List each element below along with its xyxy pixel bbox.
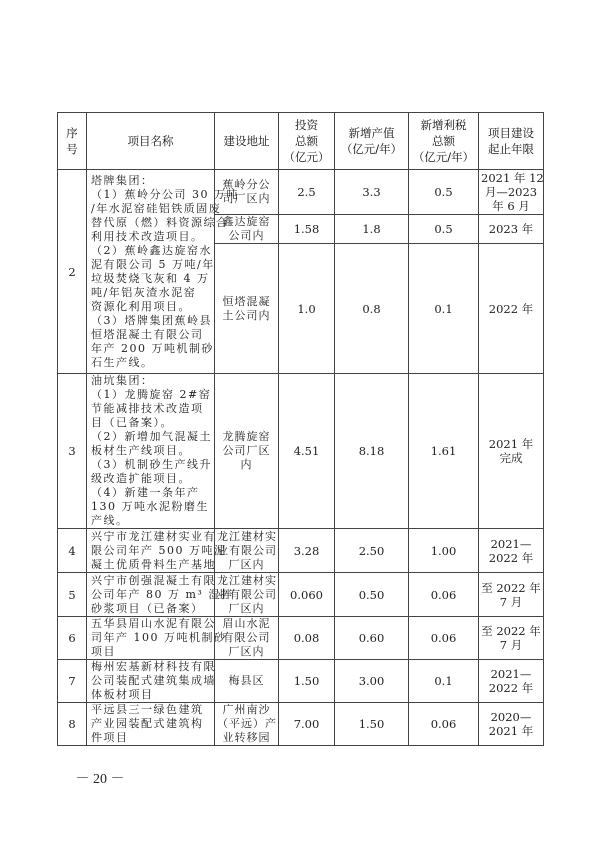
- text-line: （1）蕉岭分公司 30 万吨: [91, 187, 239, 201]
- text-line: 利用技术改造项目。: [91, 229, 204, 243]
- text-line: 起止年限: [488, 142, 534, 156]
- address: [215, 703, 279, 746]
- text-line: 2021 年: [488, 724, 534, 738]
- text-line: 件项目: [91, 731, 129, 744]
- text-line: 至 2022 年: [481, 580, 541, 595]
- period: [479, 529, 544, 573]
- text-line: 新增利税: [420, 118, 467, 132]
- text-line: /年水泥窑硅铝铁质固废: [91, 201, 222, 215]
- tax: 1.61: [409, 374, 479, 529]
- period: [479, 215, 544, 244]
- header-investment: [279, 113, 335, 170]
- tax: 1.00: [409, 529, 479, 573]
- investment: 7.00: [279, 703, 335, 746]
- text-line: 7 月: [499, 638, 523, 652]
- output-value: 1.50: [335, 703, 409, 746]
- investment: 1.0: [279, 244, 335, 374]
- text-line: 项目建设: [488, 126, 534, 140]
- output-value: 3.00: [335, 660, 409, 703]
- text-line: 鑫达旋窑: [222, 215, 271, 228]
- text-line: 产业园装配式建筑构: [91, 717, 204, 730]
- project-name: [87, 529, 227, 573]
- address: [215, 374, 279, 529]
- text-line: 2022 年: [488, 681, 534, 695]
- text-line: 总额: [295, 134, 318, 148]
- investment: 1.58: [279, 215, 335, 244]
- table-row: [58, 529, 544, 573]
- project-name: [87, 170, 239, 374]
- period: [479, 573, 544, 617]
- text-line: 梅县区: [228, 674, 265, 687]
- tax: 0.1: [409, 660, 479, 703]
- text-line: 7 月: [499, 594, 523, 609]
- text-line: 蕉岭分公: [222, 178, 271, 191]
- table-row: [58, 703, 544, 746]
- text-line: 砂浆项目（已备案）: [91, 601, 204, 615]
- tax: 0.5: [409, 170, 479, 215]
- project-name: [87, 573, 234, 617]
- text-line: 总额: [432, 134, 455, 148]
- text-line: 年 6 月: [492, 199, 530, 213]
- tax: 0.5: [409, 215, 479, 244]
- header-no: [58, 113, 87, 170]
- text-line: 吨/年铝灰渣水泥窑: [91, 285, 197, 299]
- text-line: 油坑集团：: [91, 374, 154, 387]
- row-number: 7: [58, 660, 87, 703]
- address: [215, 573, 279, 617]
- output-value: 0.50: [335, 573, 409, 617]
- text-line: （2）蕉岭鑫达旋窑水: [91, 243, 212, 257]
- text-line: 泥有限公司 5 万吨/年: [91, 257, 215, 271]
- output-value: 1.8: [335, 215, 409, 244]
- text-line: 平远县三一绿色建筑: [91, 703, 204, 716]
- address: [215, 170, 279, 215]
- row-number: 2: [58, 170, 87, 374]
- tax: 0.06: [409, 573, 479, 617]
- text-line: （亿元）: [283, 150, 330, 164]
- text-line: 公司内: [228, 229, 265, 242]
- row-number: 8: [58, 703, 87, 746]
- investment: 2.5: [279, 170, 335, 215]
- text-line: 司厂区内: [222, 192, 271, 205]
- text-line: 兴宁市龙江建材实业有: [91, 529, 216, 543]
- text-line: 项目名称: [127, 134, 174, 148]
- text-line: 司年产 100 万吨机制砂: [91, 631, 227, 644]
- text-line: 2022 年: [488, 301, 534, 316]
- text-line: 凝土优质骨料生产基地: [91, 557, 216, 571]
- text-line: 2021 年: [488, 437, 534, 451]
- text-line: 公司年产 80 万 m³ 湿拌: [91, 587, 234, 601]
- text-line: 替代原（燃）料资源综合: [91, 215, 229, 229]
- text-line: （3）塔牌集团蕉岭县: [91, 313, 212, 327]
- investment: 4.51: [279, 374, 335, 529]
- text-line: 广州南沙: [222, 703, 271, 716]
- text-line: （平远）产: [217, 717, 277, 730]
- output-value: 0.60: [335, 617, 409, 660]
- row-number: 4: [58, 529, 87, 573]
- text-line: 有限公司: [222, 631, 271, 644]
- output-value: 8.18: [335, 374, 409, 529]
- text-line: 塔牌集团：: [91, 173, 154, 187]
- header-period: [479, 113, 544, 170]
- page-number: － 20 －: [75, 772, 125, 787]
- period: [479, 170, 544, 215]
- project-name: [87, 374, 215, 529]
- text-line: 龙江建材实: [217, 529, 277, 543]
- text-line: 业有限公司: [217, 587, 277, 601]
- text-line: 内: [240, 458, 253, 471]
- text-line: （亿元/年）: [412, 150, 475, 164]
- text-line: 龙江建材实: [217, 573, 277, 587]
- text-line: 完成: [499, 451, 523, 465]
- text-line: 新增产值: [348, 126, 395, 140]
- text-line: 项目: [91, 645, 116, 658]
- address: [215, 244, 279, 374]
- table-row: [58, 170, 544, 215]
- output-value: 3.3: [335, 170, 409, 215]
- text-line: 土公司内: [222, 308, 271, 322]
- tax: 0.1: [409, 244, 479, 374]
- tax: 0.06: [409, 617, 479, 660]
- address: [215, 529, 279, 573]
- text-line: （1）龙腾旋窑 2#窑: [91, 388, 212, 401]
- text-line: 业有限公司: [217, 543, 277, 557]
- table-row: [58, 660, 544, 703]
- text-line: 年产 200 万吨机制砂: [91, 341, 214, 355]
- period: [479, 617, 544, 660]
- text-line: 兴宁市创强混凝土有限: [91, 573, 216, 587]
- row-number: 5: [58, 573, 87, 617]
- table-row: [58, 573, 544, 617]
- text-line: 产线。: [91, 514, 129, 527]
- text-line: 石生产线。: [91, 355, 154, 369]
- period: [479, 660, 544, 703]
- row-number: 6: [58, 617, 87, 660]
- period: [479, 374, 544, 529]
- text-line: 建设地址: [223, 134, 270, 148]
- address: [215, 215, 279, 244]
- text-line: 序: [66, 126, 78, 140]
- investment: 1.50: [279, 660, 335, 703]
- text-line: （亿元/年）: [340, 142, 403, 156]
- text-line: 月—2023: [484, 185, 538, 199]
- text-line: 目（已备案）。: [91, 416, 173, 429]
- text-line: 号: [66, 142, 78, 156]
- text-line: 限公司年产 500 万吨泥: [91, 543, 227, 557]
- header-project-name: [87, 113, 215, 170]
- text-line: （3）机制砂生产线升: [91, 458, 212, 471]
- period: [479, 703, 544, 746]
- text-line: 恒塔混凝土有限公司: [91, 327, 204, 341]
- text-line: 业转移园: [222, 731, 271, 744]
- text-line: 投资: [295, 118, 318, 132]
- text-line: 眉山水泥: [222, 617, 271, 630]
- text-line: 130 万吨水泥粉磨生: [91, 500, 209, 513]
- investment: 3.28: [279, 529, 335, 573]
- text-line: 垃圾焚烧飞灰和 4 万: [91, 271, 210, 285]
- investment: 0.08: [279, 617, 335, 660]
- row-number: 3: [58, 374, 87, 529]
- table-header-row: [58, 113, 544, 170]
- text-line: 恒塔混凝: [222, 294, 271, 308]
- text-line: （2）新增加气混凝土: [91, 430, 212, 443]
- table-row: [58, 374, 544, 529]
- text-line: 板材生产线项目。: [91, 444, 191, 457]
- investment: 0.060: [279, 573, 335, 617]
- text-line: 资源化利用项目。: [91, 299, 191, 313]
- period: [479, 244, 544, 374]
- project-name: [87, 703, 215, 746]
- project-table: [57, 112, 544, 746]
- address: [215, 660, 279, 703]
- text-line: 体板材项目: [91, 688, 154, 701]
- text-line: 2021 年 12: [481, 171, 544, 185]
- text-line: 龙腾旋窑: [222, 430, 271, 443]
- text-line: 2022 年: [488, 550, 534, 565]
- text-line: 梅州宏基新材科技有限: [91, 660, 216, 673]
- header-output-value: [335, 113, 409, 170]
- output-value: 0.8: [335, 244, 409, 374]
- project-name: [87, 660, 215, 703]
- text-line: 2020—: [490, 710, 532, 724]
- project-name: [87, 617, 227, 660]
- text-line: 节能减排技术改造项: [91, 402, 204, 415]
- text-line: 公司厂区: [222, 444, 271, 457]
- address: [215, 617, 279, 660]
- text-line: （4）新建一条年产: [91, 486, 200, 499]
- header-tax: [409, 113, 479, 170]
- text-line: 2023 年: [488, 222, 534, 236]
- text-line: 五华县眉山水泥有限公: [91, 617, 216, 630]
- header-address: [215, 113, 279, 170]
- text-line: 至 2022 年: [481, 624, 541, 638]
- text-line: 2021—: [490, 667, 532, 681]
- text-line: 2021—: [490, 536, 532, 551]
- output-value: 2.50: [335, 529, 409, 573]
- text-line: 公司装配式建筑集成墙: [91, 674, 216, 687]
- text-line: 级改造扩能项目。: [91, 472, 191, 485]
- text-line: 厂区内: [228, 601, 265, 615]
- tax: 0.06: [409, 703, 479, 746]
- text-line: 厂区内: [228, 557, 265, 571]
- text-line: 厂区内: [228, 645, 265, 658]
- table-row: [58, 617, 544, 660]
